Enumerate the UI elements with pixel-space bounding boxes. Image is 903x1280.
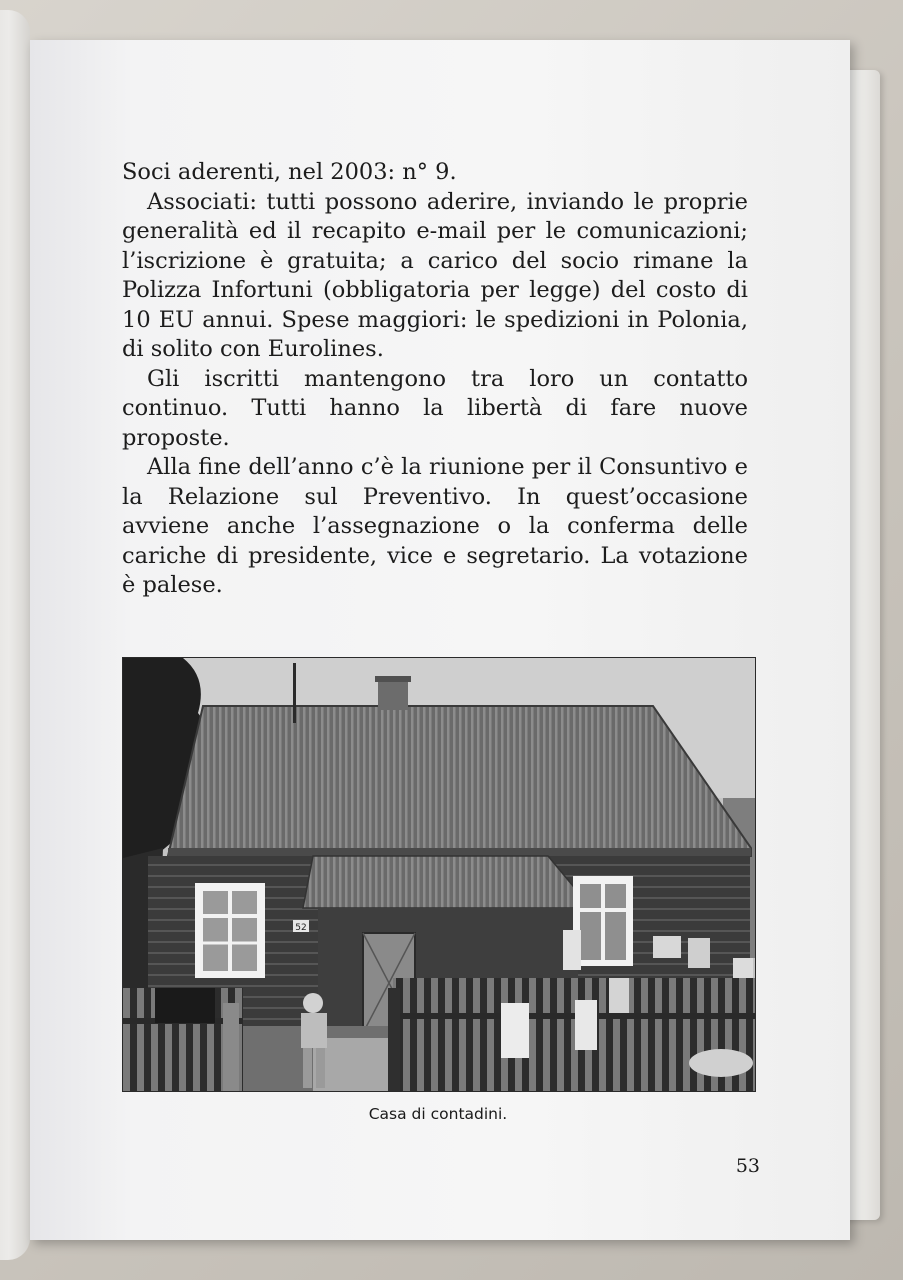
page-number: 53 [735,1155,760,1177]
facing-page-edge [0,10,30,1260]
paragraph-soci: Soci aderenti, nel 2003: n° 9. [122,159,457,185]
farmhouse-photo [122,657,756,1092]
book-page [30,40,850,1240]
paragraph-iscritti: Gli iscritti mantengono tra loro un contatto continuo. Tutti hanno la libertà di fare nuove proposte. [122,365,748,451]
photo-caption: Casa di contadini. [368,1105,508,1123]
house-number: 52 [295,923,307,933]
body-text [122,158,748,601]
paragraph-riunione: Alla fine dell’anno c’è la riunione per il Consuntivo e la Relazione sul Preventivo. In quest’occasione avviene anche l’assegnazione o la conferma delle cariche di presidente, vice e segretario. La votazione è palese. [122,454,748,598]
paragraph-associati: Associati: tutti possono aderire, inviando le proprie generalità ed il recapito e-mail per le comunicazioni; l’iscrizione è gratuita; a carico del socio rimane la Polizza Infortuni (obbligatoria per legge) del costo di 10 EU annui. Spese maggiori: le spedizioni in Polonia, di solito con Eurolines. [122,188,748,362]
